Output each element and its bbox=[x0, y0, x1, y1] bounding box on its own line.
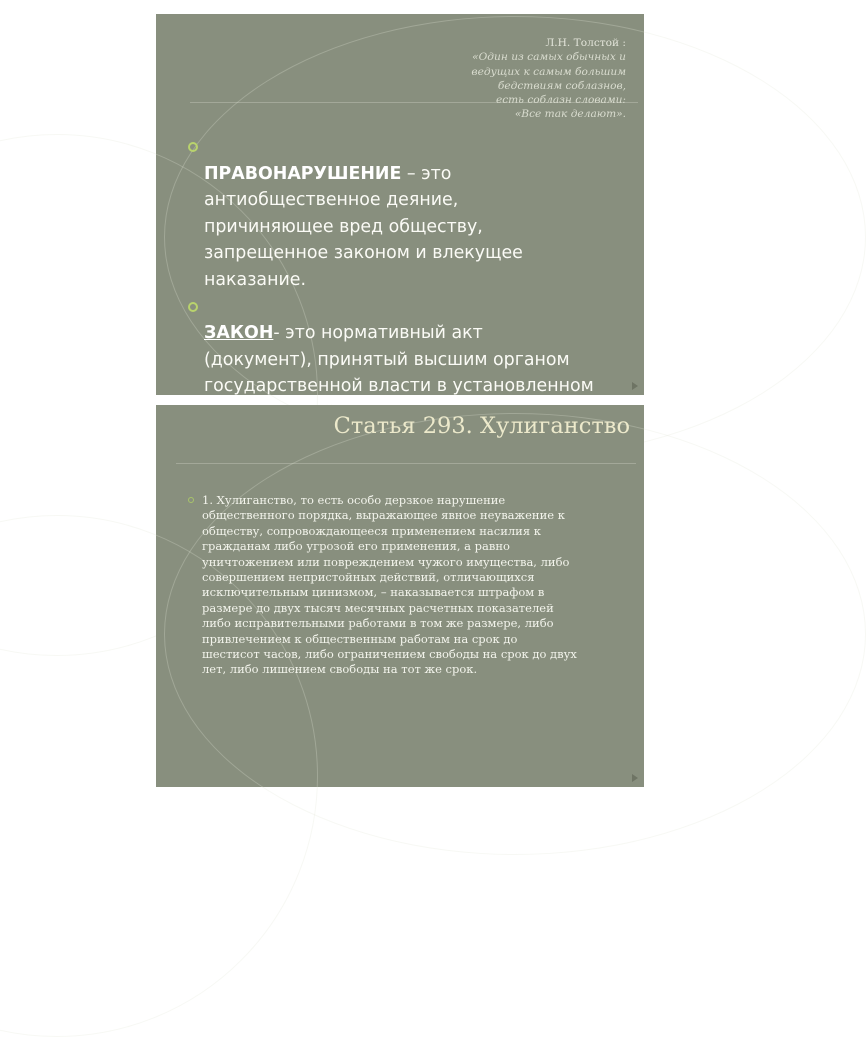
article-text-block bbox=[188, 493, 642, 678]
term-law: ЗАКОН bbox=[204, 323, 274, 344]
quote-text: «Один из самых обычных и ведущих к самым большим бедствиям соблазнов, есть соблазн словами: «Все так делают». bbox=[471, 51, 626, 121]
definition-text: антиобщественное деяние, причиняющее вред обществу, запрещенное законом и влекущее наказание. bbox=[204, 190, 523, 290]
definition-text: (документ), принятый высшим органом государственной власти в установленном bbox=[204, 349, 594, 397]
corner-arrow-icon bbox=[632, 382, 638, 390]
slide-article bbox=[156, 405, 644, 787]
article-text: 1. Хулиганство, то есть особо дерзкое нарушение общественного порядка, выражающее явное неуважение к обществу, сопровождающееся применением насилия к гражданам либо угрозой его применения, а равно уничтожением или повреждением чужого имущества, либо совершением непристойных действий, отличающихся исключительным цинизмом, – наказывается штрафом в размере до двух тысяч месячных расчетных показателей либо исправительными работами в том же размере, либо привлечением к общественным работам на срок до шестисот часов, либо ограничением свободы на срок до двух лет, либо лишением свободы на тот же срок. bbox=[202, 493, 577, 677]
term-separator: - это нормативный акт bbox=[273, 323, 483, 344]
definition-offense bbox=[186, 134, 636, 294]
slide-definitions bbox=[156, 14, 644, 395]
term-offense: ПРАВОНАРУШЕНИЕ bbox=[204, 163, 402, 184]
bullet-icon bbox=[188, 142, 198, 152]
term-separator: – это bbox=[401, 163, 452, 184]
bullet-icon bbox=[188, 302, 198, 312]
quote-author: Л.Н. Толстой : bbox=[545, 37, 626, 49]
decorative-rule bbox=[176, 463, 636, 464]
bullet-icon bbox=[188, 497, 194, 503]
definitions-list bbox=[186, 134, 636, 427]
tolstoy-quote bbox=[426, 36, 626, 122]
corner-arrow-icon bbox=[632, 774, 638, 782]
article-heading: Статья 293. Хулиганство bbox=[333, 413, 630, 439]
